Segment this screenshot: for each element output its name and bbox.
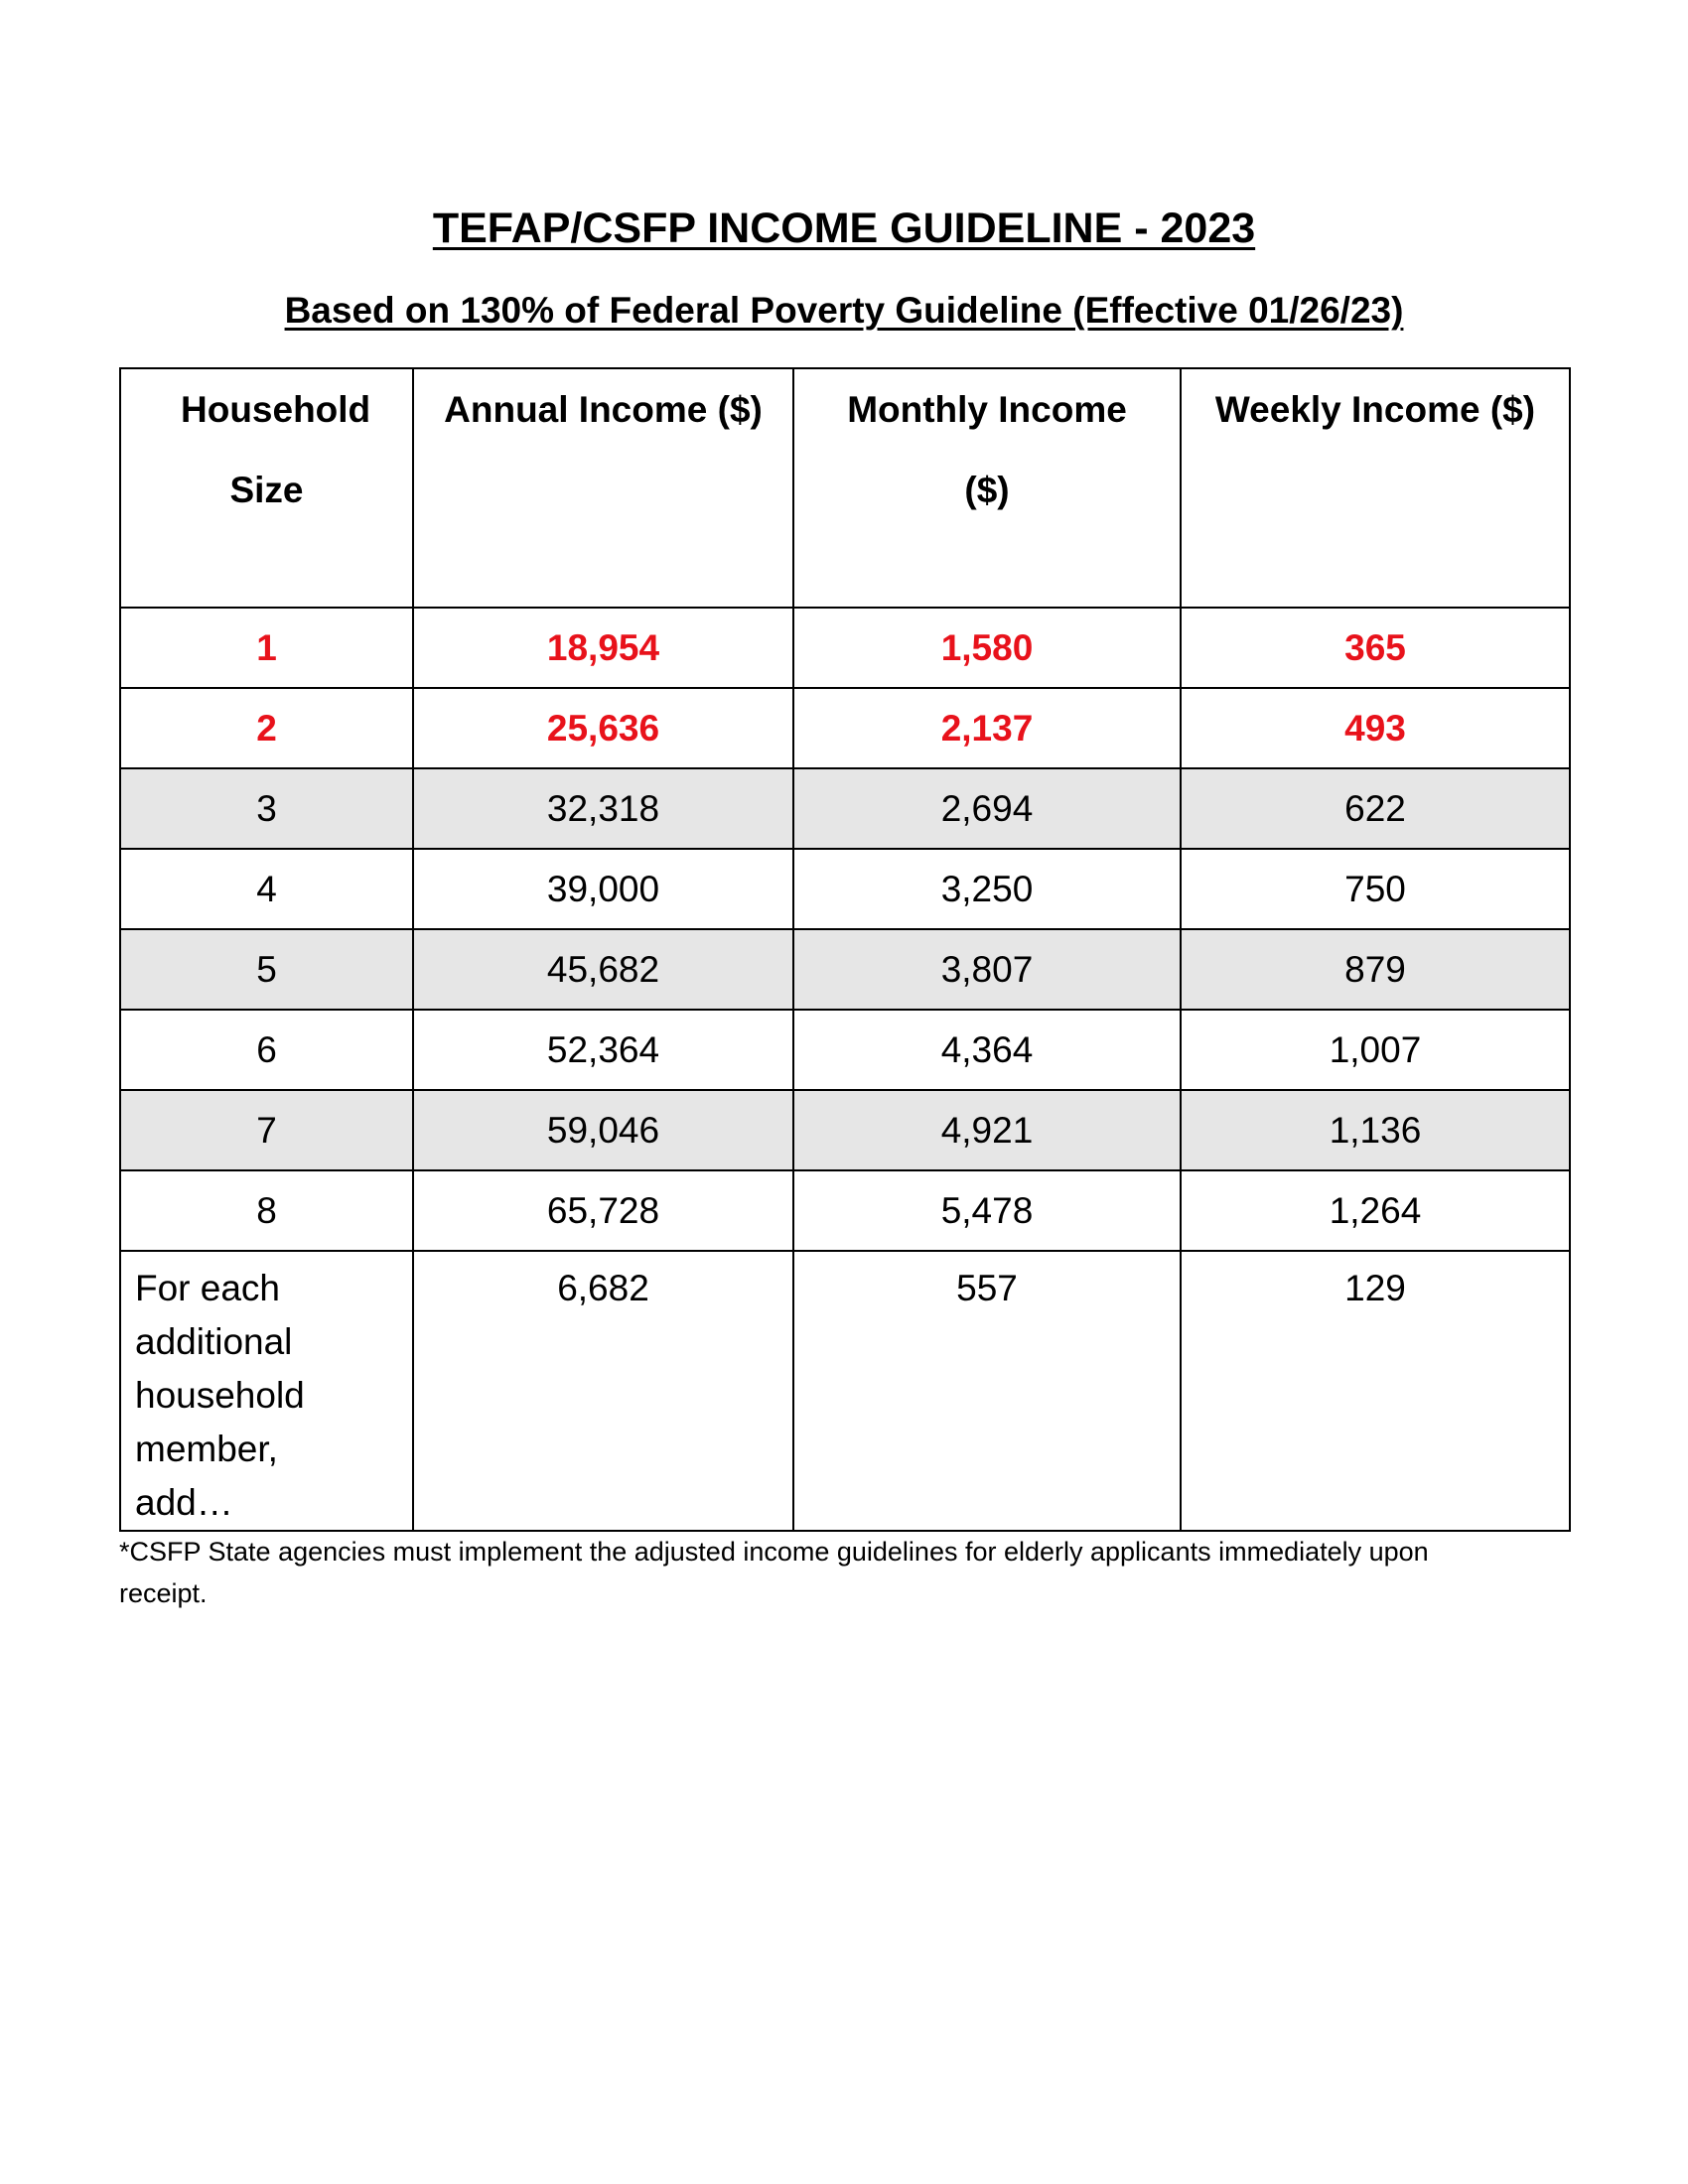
page-subtitle (0, 286, 1688, 336)
header-household-size: Household Size (120, 368, 413, 608)
cell-weekly-income: 622 (1181, 768, 1570, 849)
cell-weekly-income: 365 (1181, 608, 1570, 688)
cell-additional-weekly: 129 (1181, 1251, 1570, 1531)
cell-annual-income: 39,000 (413, 849, 793, 929)
table-row (120, 929, 1570, 1010)
header-row (120, 368, 1570, 608)
income-guideline-table (119, 367, 1571, 1532)
table-row (120, 1010, 1570, 1090)
cell-additional-monthly: 557 (793, 1251, 1181, 1531)
cell-monthly-income: 2,137 (793, 688, 1181, 768)
table-row (120, 1090, 1570, 1170)
cell-household-size: 7 (120, 1090, 413, 1170)
cell-monthly-income: 3,250 (793, 849, 1181, 929)
cell-weekly-income: 1,264 (1181, 1170, 1570, 1251)
cell-household-size: 6 (120, 1010, 413, 1090)
cell-annual-income: 52,364 (413, 1010, 793, 1090)
cell-annual-income: 32,318 (413, 768, 793, 849)
cell-weekly-income: 750 (1181, 849, 1570, 929)
cell-weekly-income: 493 (1181, 688, 1570, 768)
cell-monthly-income: 4,921 (793, 1090, 1181, 1170)
cell-monthly-income: 2,694 (793, 768, 1181, 849)
additional-label-text: For each additional household member, add… (135, 1268, 305, 1523)
header-monthly-income: Monthly Income ($) (793, 368, 1181, 608)
table-row (120, 768, 1570, 849)
cell-household-size: 5 (120, 929, 413, 1010)
table-row (120, 1170, 1570, 1251)
header-weekly-income: Weekly Income ($) (1181, 368, 1570, 608)
cell-household-size: 2 (120, 688, 413, 768)
header-annual-income: Annual Income ($) (413, 368, 793, 608)
table-row (120, 849, 1570, 929)
cell-additional-label (120, 1251, 413, 1531)
cell-weekly-income: 879 (1181, 929, 1570, 1010)
table-row (120, 688, 1570, 768)
cell-additional-annual: 6,682 (413, 1251, 793, 1531)
title-text: TEFAP/CSFP INCOME GUIDELINE - 2023 (432, 205, 1256, 252)
cell-weekly-income: 1,007 (1181, 1010, 1570, 1090)
cell-annual-income: 25,636 (413, 688, 793, 768)
cell-monthly-income: 3,807 (793, 929, 1181, 1010)
cell-household-size: 4 (120, 849, 413, 929)
cell-annual-income: 65,728 (413, 1170, 793, 1251)
cell-household-size: 1 (120, 608, 413, 688)
cell-monthly-income: 1,580 (793, 608, 1181, 688)
cell-household-size: 3 (120, 768, 413, 849)
footnote: *CSFP State agencies must implement the adjusted income guidelines for elderly applicants immediately upon receipt. (119, 1537, 1429, 1608)
cell-annual-income: 45,682 (413, 929, 793, 1010)
table-row (120, 608, 1570, 688)
cell-monthly-income: 4,364 (793, 1010, 1181, 1090)
subtitle-text: Based on 130% of Federal Poverty Guideline (Effective 01/26/23) (284, 290, 1404, 331)
cell-weekly-income: 1,136 (1181, 1090, 1570, 1170)
cell-household-size: 8 (120, 1170, 413, 1251)
additional-member-row (120, 1251, 1570, 1531)
cell-annual-income: 18,954 (413, 608, 793, 688)
cell-monthly-income: 5,478 (793, 1170, 1181, 1251)
cell-annual-income: 59,046 (413, 1090, 793, 1170)
page-title (0, 201, 1688, 256)
